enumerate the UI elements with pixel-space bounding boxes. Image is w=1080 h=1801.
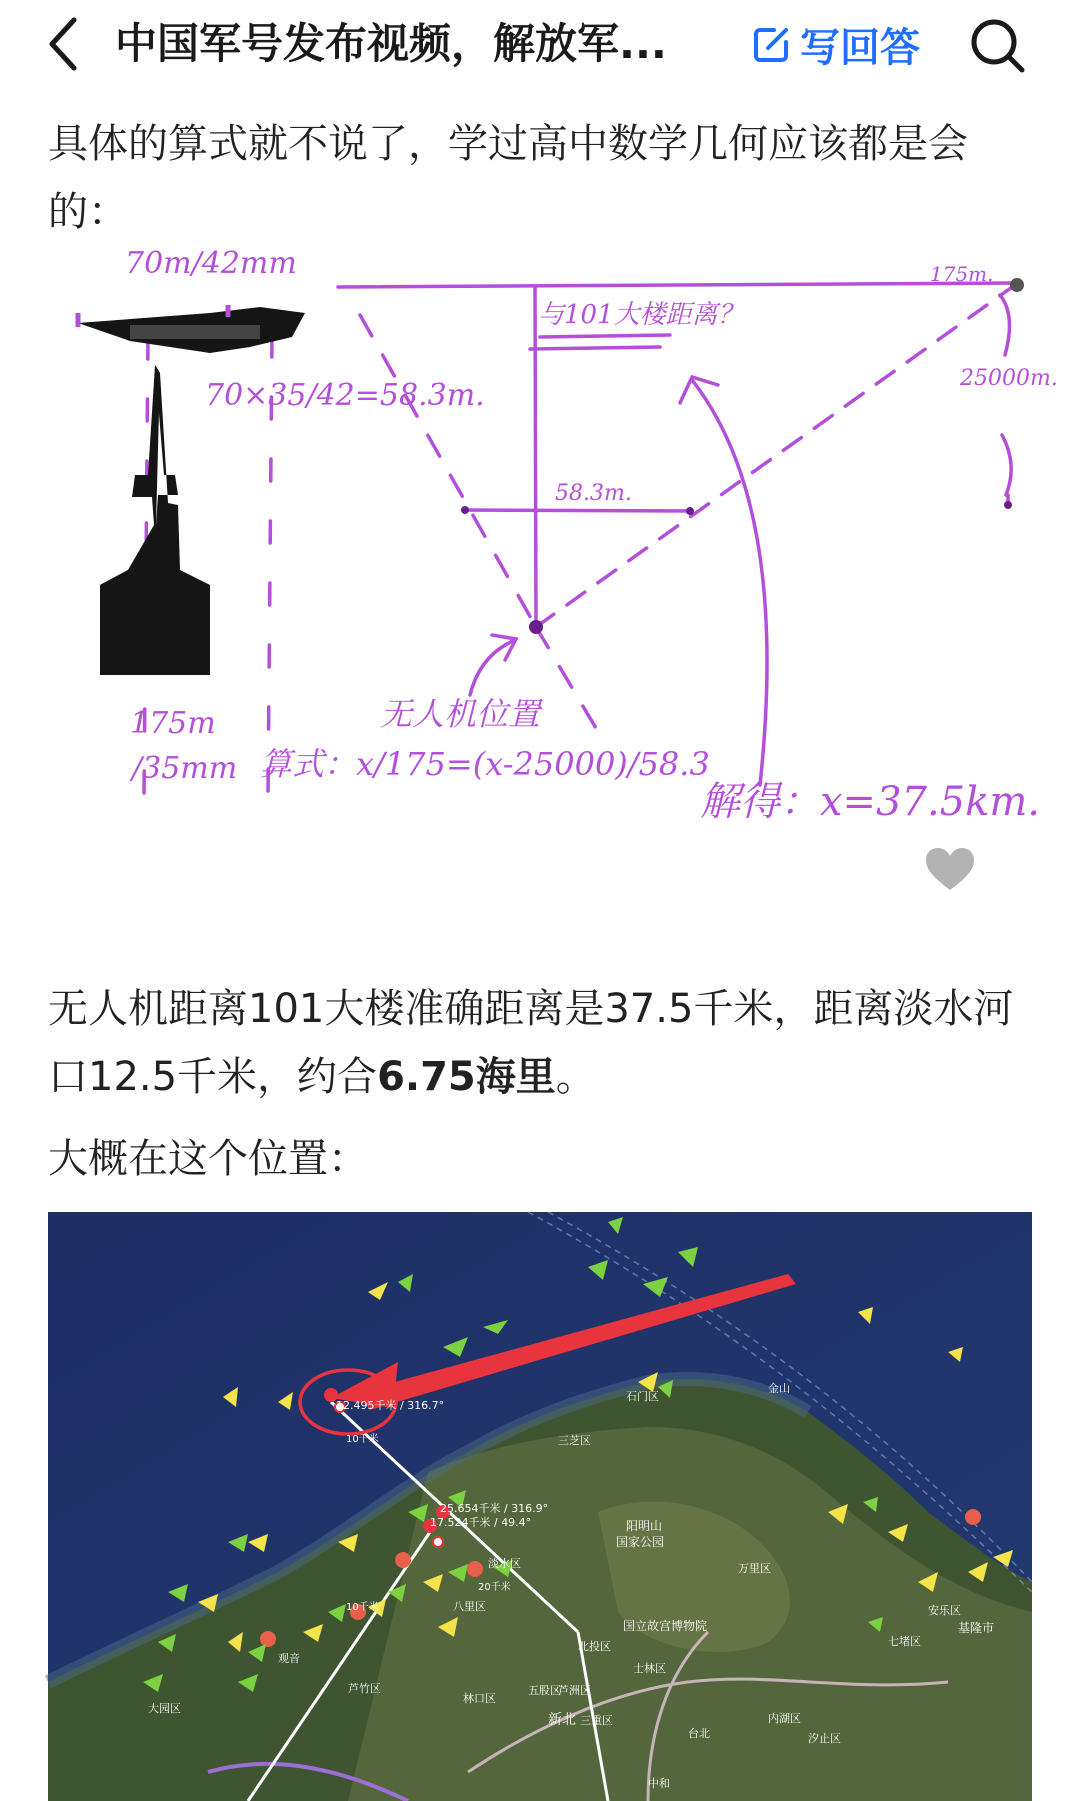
write-answer-label: 写回答 [800, 24, 920, 71]
place-jinshan: 金山 [768, 1382, 790, 1395]
edit-icon [752, 24, 792, 64]
place-taipei: 台北 [688, 1727, 710, 1740]
map-image[interactable] [48, 1212, 1032, 1801]
label-calc1: 70×35/42=58.3m. [205, 378, 485, 413]
label-question: 与101大楼距离？ [538, 300, 744, 330]
para2-bold-value: 6.75海里 [377, 1054, 556, 1100]
geometry-sketch-image[interactable] [60, 246, 1058, 950]
place-bali: 八里区 [453, 1600, 486, 1613]
place-guanyin: 观音 [278, 1652, 300, 1665]
place-yangmingshan-2: 国家公园 [616, 1535, 665, 1549]
place-shilin: 士林区 [633, 1662, 666, 1675]
place-keelung: 基隆市 [958, 1621, 995, 1635]
map-label-10km-b: 10千米 [346, 1602, 379, 1613]
label-25000m: 25000m. [960, 366, 1058, 391]
answer-paragraph-2 [48, 975, 1038, 1111]
back-arrow-icon[interactable] [44, 14, 84, 74]
place-museum: 国立故宫博物院 [623, 1619, 708, 1633]
search-icon[interactable] [966, 14, 1030, 78]
place-qidu: 七堵区 [888, 1635, 921, 1648]
place-luzhou: 芦洲区 [558, 1684, 591, 1697]
tower-silhouette [100, 365, 210, 675]
para2-text-start: 无人机距离101大楼准确距离是37.5千米，距离淡水河口12.5千米，约合 [48, 986, 1014, 1100]
place-shimen: 石门区 [626, 1390, 659, 1403]
place-wugu: 五股区 [528, 1684, 561, 1697]
place-sanzhi: 三芝区 [558, 1434, 591, 1447]
label-ratio-top: 70m/42mm [125, 246, 297, 281]
place-sanchong: 三重区 [580, 1714, 613, 1727]
place-luzhu: 芦竹区 [348, 1682, 381, 1695]
place-xizhi: 汐止区 [808, 1732, 841, 1745]
label-ratio-bottom1: 175m [130, 706, 216, 741]
place-beitou: 北投区 [578, 1640, 611, 1653]
label-58-3m: 58.3m. [555, 481, 632, 506]
label-175m: 175m. [930, 262, 994, 286]
place-yangmingshan-1: 阳明山 [626, 1519, 663, 1533]
page-title: 中国军号发布视频，解放军... [115, 19, 667, 68]
place-zhonghe: 中和 [648, 1777, 670, 1790]
write-answer-button[interactable] [752, 16, 920, 72]
label-ratio-bottom2: /35mm [132, 751, 238, 786]
answer-paragraph-1: 具体的算式就不说了，学过高中数学几何应该都是会的： [48, 121, 968, 235]
label-answer: 解得：x=37.5km. [700, 779, 1041, 825]
map-label-10km: 10千米 [346, 1434, 379, 1445]
map-label-measure3: 17.524千米 / 49.4° [430, 1516, 532, 1529]
heart-icon[interactable] [924, 846, 976, 892]
place-anle: 安乐区 [928, 1604, 961, 1617]
place-linkou: 林口区 [463, 1692, 496, 1705]
top-bar [0, 0, 1080, 92]
map-label-20km: 20千米 [478, 1582, 511, 1593]
answer-paragraph-3: 大概在这个位置： [48, 1136, 368, 1182]
place-danshui: 淡水区 [488, 1557, 521, 1570]
para2-text-end: 。 [555, 1054, 596, 1100]
label-equation: 算式：x/175=(x-25000)/58.3 [260, 745, 710, 783]
place-xinbei: 新北 [548, 1712, 576, 1728]
map-label-measure1: 12.495千米 / 316.7° [336, 1399, 445, 1412]
place-wanli: 万里区 [738, 1562, 771, 1575]
map-label-measure2: 25.654千米 / 316.9° [440, 1502, 549, 1515]
place-dayuan: 大园区 [148, 1702, 181, 1715]
label-drone-position: 无人机位置 [380, 695, 541, 733]
place-neihu: 内湖区 [768, 1712, 801, 1725]
